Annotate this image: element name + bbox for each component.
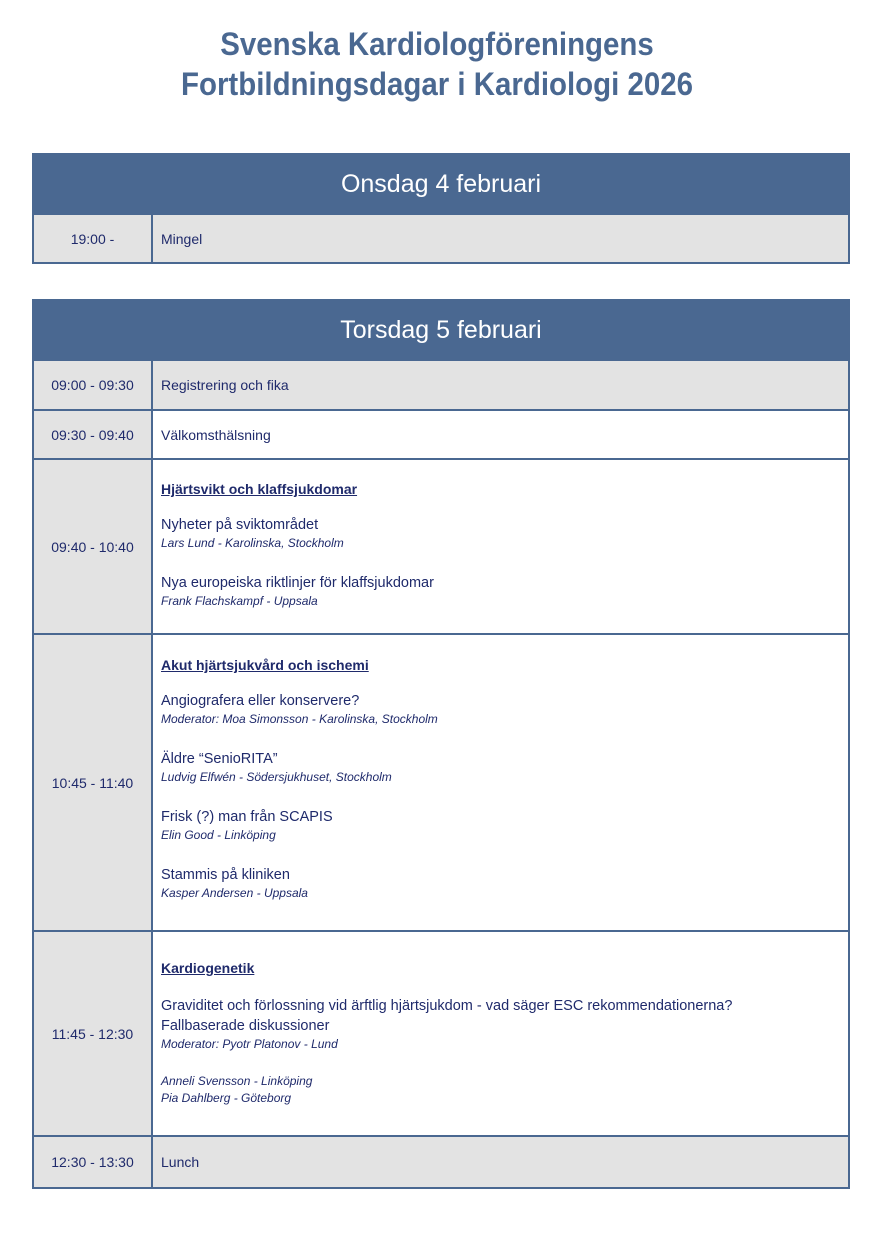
talk-speaker: Kasper Andersen - Uppsala [161,886,308,900]
day-schedule-wednesday [32,153,850,264]
talk-speaker: Pia Dahlberg - Göteborg [161,1091,292,1105]
session-cell [153,635,848,930]
talk-title: Nya europeiska riktlinjer för klaffsjukdomar [161,575,434,591]
day-header: Torsdag 5 februari [34,301,848,361]
time-cell: 09:40 - 10:40 [34,460,153,633]
talk-speaker: Anneli Svensson - Linköping [161,1074,313,1088]
talk-title: Nyheter på sviktområdet [161,517,319,533]
time-cell: 10:45 - 11:40 [34,635,153,930]
talk-title: Äldre “SenioRITA” [161,751,278,767]
title-line-2: Fortbildningsdagar i Kardiologi 2026 [180,66,693,102]
event-cell: Välkomsthälsning [161,426,271,443]
session-cell [153,932,848,1135]
session-title: Hjärtsvikt och klaffsjukdomar [161,481,358,497]
talk-subtitle: Fallbaserade diskussioner [161,1018,330,1034]
time-cell: 09:30 - 09:40 [34,411,153,458]
page-title [35,24,839,104]
table-row [34,458,848,633]
talk-speaker: Ludvig Elfwén - Södersjukhuset, Stockholm [161,770,392,784]
talk-speaker: Lars Lund - Karolinska, Stockholm [161,536,344,550]
day-header: Onsdag 4 februari [34,155,848,215]
talk-moderator: Moderator: Pyotr Platonov - Lund [161,1037,338,1051]
table-row [34,409,848,458]
event-cell: Registrering och fika [153,361,848,409]
time-cell: 19:00 - [34,215,153,262]
event-cell: Lunch [153,1137,848,1187]
table-row [34,361,848,409]
talk-speaker: Elin Good - Linköping [161,828,276,842]
title-line-1: Svenska Kardiologföreningens [220,26,654,62]
time-cell: 11:45 - 12:30 [34,932,153,1135]
talk-title: Frisk (?) man från SCAPIS [161,809,333,825]
table-row [34,1135,848,1187]
session-title: Kardiogenetik [161,960,255,976]
session-cell [153,460,848,633]
talk-title: Stammis på kliniken [161,867,290,883]
table-row [34,215,848,262]
talk-speaker: Frank Flachskampf - Uppsala [161,594,318,608]
talk-title: Graviditet och förlossning vid ärftlig hjärtsjukdom - vad säger ESC rekommendationerna? [161,998,733,1014]
table-row [34,633,848,930]
talk-speaker: Moderator: Moa Simonsson - Karolinska, Stockholm [161,712,438,726]
table-row [34,930,848,1135]
time-cell: 12:30 - 13:30 [34,1137,153,1187]
time-cell: 09:00 - 09:30 [34,361,153,409]
talk-title: Angiografera eller konservere? [161,693,360,709]
day-schedule-thursday [32,299,850,1189]
session-title: Akut hjärtsjukvård och ischemi [161,657,369,673]
event-cell: Mingel [153,215,848,262]
